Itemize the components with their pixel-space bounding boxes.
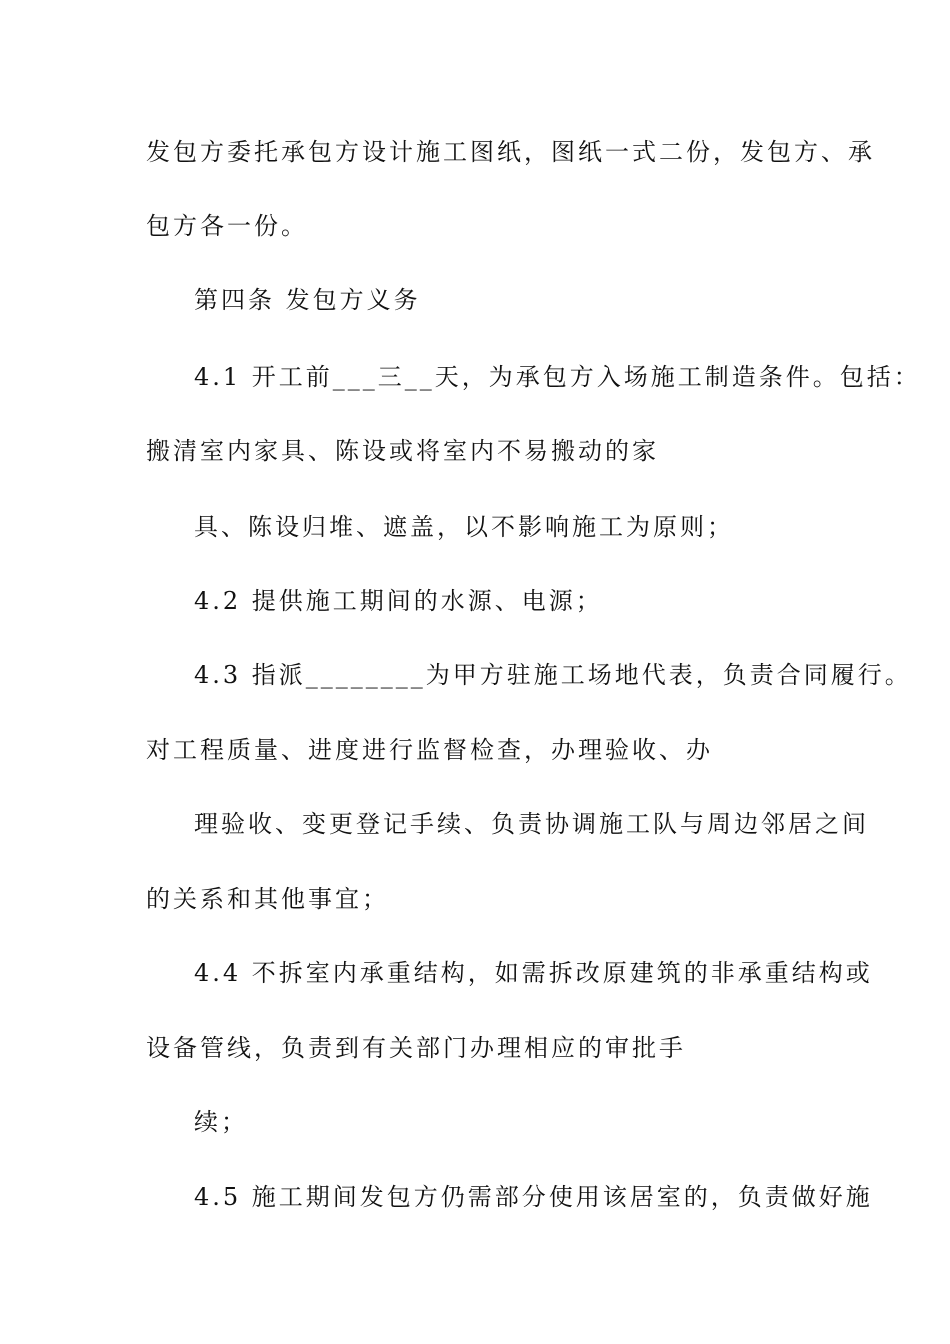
text-line-10: 理验收、变更登记手续、负责协调施工队与周边邻居之间 — [194, 810, 869, 838]
clause-4-1: 4.1 开工前___三__天，为承包方入场施工制造条件。包括： — [194, 363, 921, 391]
text-line-11: 的关系和其他事宜； — [146, 885, 389, 913]
clause-4-5: 4.5 施工期间发包方仍需部分使用该居室的，负责做好施 — [194, 1183, 873, 1211]
clause-4-3: 4.3 指派________为甲方驻施工场地代表，负责合同履行。 — [194, 661, 912, 689]
section-heading: 第四条 发包方义务 — [194, 286, 421, 314]
text-line-14: 续； — [194, 1108, 248, 1136]
text-line-1: 发包方委托承包方设计施工图纸，图纸一式二份，发包方、承 — [146, 138, 875, 166]
text-line-6: 具、陈设归堆、遮盖，以不影响施工为原则； — [194, 513, 734, 541]
text-line-2: 包方各一份。 — [146, 212, 308, 240]
text-line-5: 搬清室内家具、陈设或将室内不易搬动的家 — [146, 437, 659, 465]
text-line-9: 对工程质量、进度进行监督检查，办理验收、办 — [146, 736, 713, 764]
text-line-13: 设备管线，负责到有关部门办理相应的审批手 — [146, 1034, 686, 1062]
clause-4-4: 4.4 不拆室内承重结构，如需拆改原建筑的非承重结构或 — [194, 959, 873, 987]
clause-4-2: 4.2 提供施工期间的水源、电源； — [194, 587, 603, 615]
